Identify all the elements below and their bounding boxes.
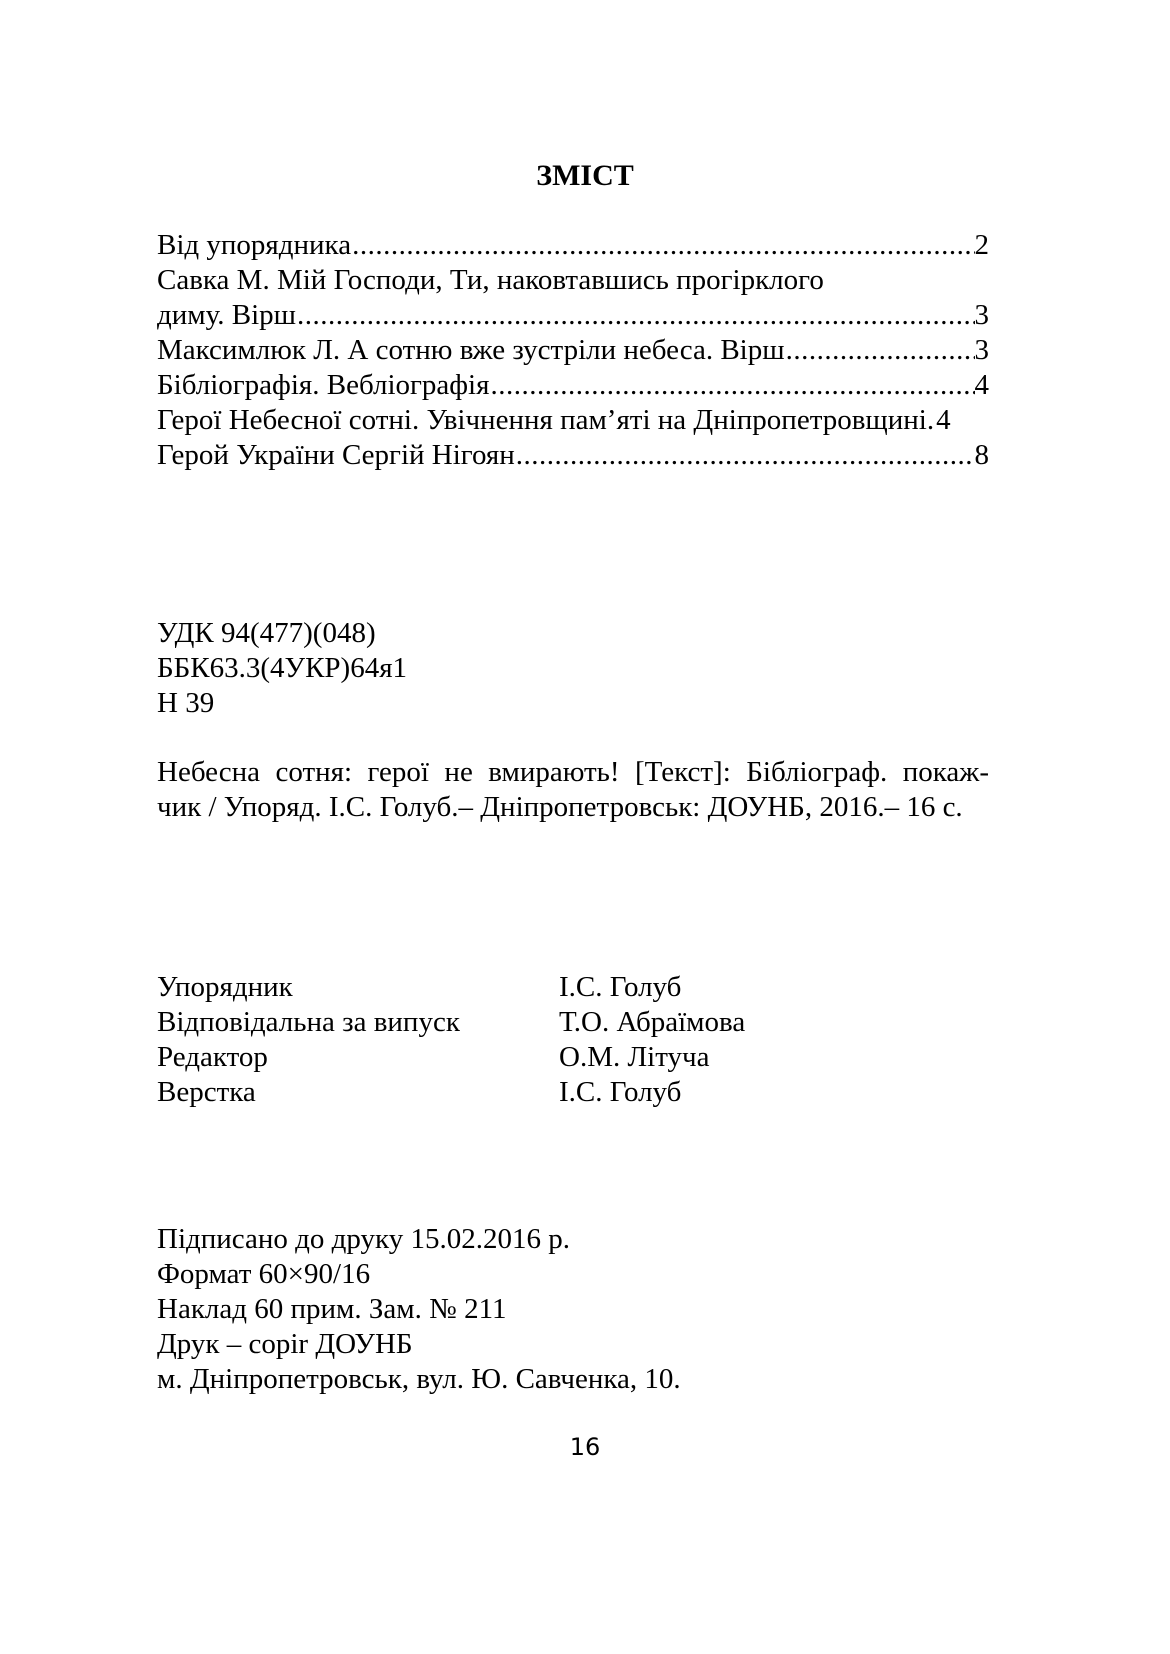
credit-name: Т.О. Абраїмова (559, 1006, 746, 1038)
udk-code: УДК 94(477)(048) (157, 617, 376, 649)
toc-dot-leader (515, 438, 975, 473)
credit-name: І.С. Голуб (559, 971, 682, 1003)
toc-dot-leader (351, 228, 974, 263)
toc-entry-title: Герої Небесної сотні. Увічнення пам’яті на Дніпропетровщині. (157, 404, 935, 436)
credit-role: Верстка (157, 1076, 256, 1108)
toc-entry-page: 3 (974, 334, 989, 366)
imprint-address: м. Дніпропетровськ, вул. Ю. Савченка, 10. (157, 1363, 681, 1395)
imprint (157, 1222, 681, 1397)
toc-dot-leader (296, 298, 975, 333)
credits (157, 970, 745, 1110)
description-line: чик / Упоряд. І.С. Голуб.– Дніпропетровськ: ДОУНБ, 2016.– 16 с. (157, 791, 963, 823)
table-of-contents (157, 228, 989, 473)
toc-entry-page: 4 (936, 404, 951, 436)
toc-entry-title: Максимлюк Л. А сотню вже зустріли небеса. Вірш (157, 334, 785, 366)
page-title: ЗМІСТ (536, 159, 634, 192)
description-line: Небесна сотня: герої не вмирають! [Текст]: Бібліограф. покаж- (157, 756, 989, 788)
toc-entry-title-line1: Савка М. Мій Господи, Ти, наковтавшись прогірклого (157, 264, 824, 296)
toc-entry (157, 368, 989, 403)
credit-row (157, 1040, 745, 1075)
toc-dot-leader (489, 368, 974, 403)
toc-entry (157, 228, 989, 263)
author-sign: Н 39 (157, 687, 215, 719)
toc-entry-title: Герой України Сергій Нігоян (157, 439, 515, 471)
toc-entry (157, 403, 989, 438)
credit-role: Відповідальна за випуск (157, 1006, 460, 1038)
toc-entry (157, 438, 989, 473)
credit-role: Упорядник (157, 971, 293, 1003)
toc-entry-page: 2 (974, 229, 989, 261)
credit-row (157, 1005, 745, 1040)
classification-codes (157, 616, 407, 721)
imprint-signed: Підписано до друку 15.02.2016 р. (157, 1223, 570, 1255)
toc-entry (157, 333, 989, 368)
toc-entry-page: 8 (974, 439, 989, 471)
toc-entry-title: Бібліографія. Вебліографія (157, 369, 490, 401)
bbk-code: ББК63.3(4УКР)64я1 (157, 652, 408, 684)
toc-entry (157, 298, 989, 333)
credit-name: І.С. Голуб (559, 1076, 682, 1108)
toc-dot-leader (785, 333, 975, 368)
imprint-format: Формат 60×90/16 (157, 1258, 371, 1290)
credit-row (157, 1075, 745, 1110)
credit-role: Редактор (157, 1041, 268, 1073)
bibliographic-description (157, 755, 989, 825)
imprint-print: Друк – copir ДОУНБ (157, 1328, 413, 1360)
imprint-run: Наклад 60 прим. Зам. № 211 (157, 1293, 507, 1325)
toc-entry-title: Від упорядника (157, 229, 352, 261)
toc-entry-title: диму. Вірш (157, 299, 296, 331)
credit-row (157, 970, 745, 1005)
page-number: 16 (569, 1433, 601, 1461)
toc-entry-page: 4 (974, 369, 989, 401)
credit-name: О.М. Літуча (559, 1041, 710, 1073)
toc-entry-page: 3 (974, 299, 989, 331)
